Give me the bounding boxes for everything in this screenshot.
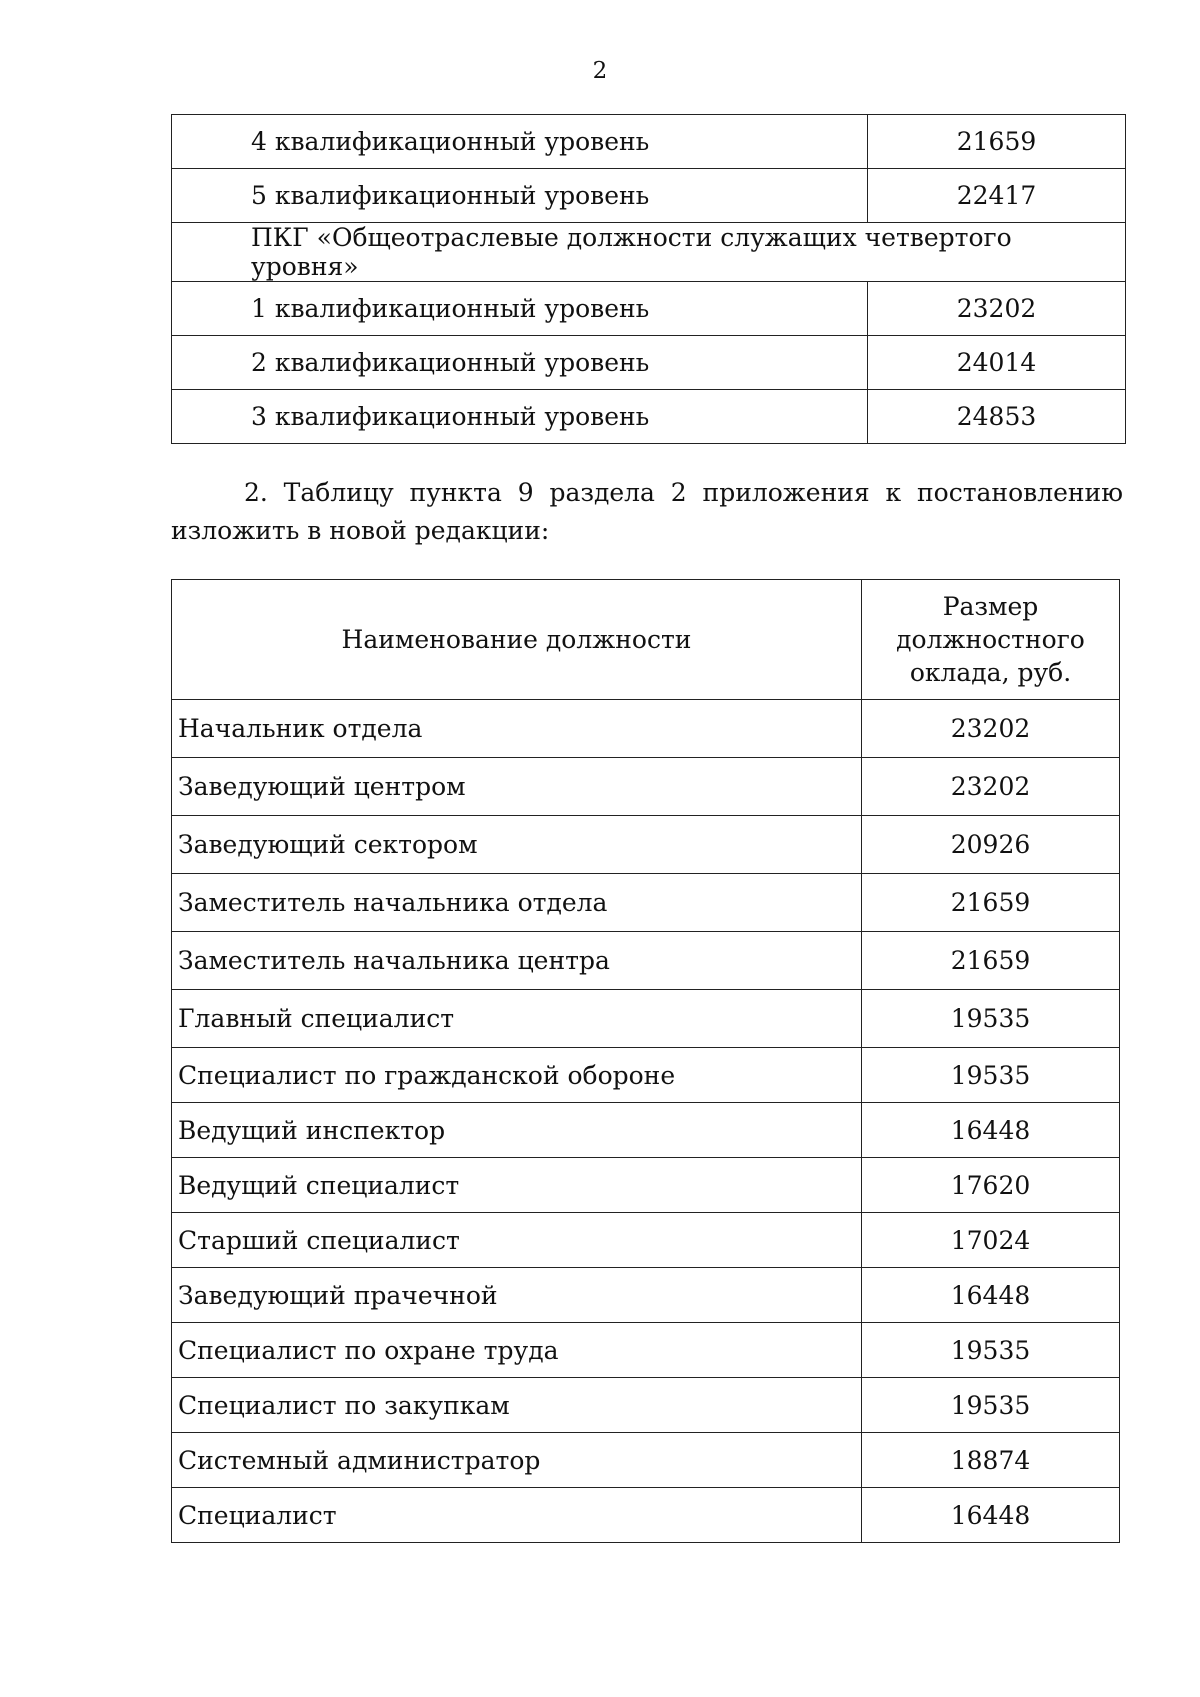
table-row [172,1213,1120,1268]
table-header-row [172,580,1120,700]
salary-value: 23202 [862,758,1120,816]
position-name: Заместитель начальника центра [172,932,862,990]
qualification-level-label: 4 квалификационный уровень [172,115,868,169]
column-header-salary [862,580,1120,700]
salary-value: 16448 [862,1103,1120,1158]
table-row [172,1048,1120,1103]
salary-value: 19535 [862,990,1120,1048]
column-header-salary-line: должностного [896,625,1085,654]
salary-value: 21659 [862,874,1120,932]
position-name: Заместитель начальника отдела [172,874,862,932]
salary-value: 21659 [862,932,1120,990]
amendment-paragraph: 2. Таблицу пункта 9 раздела 2 приложения к постановлению изложить в новой редакции: [171,478,1123,545]
position-name: Специалист [172,1488,862,1543]
salary-value: 16448 [862,1488,1120,1543]
table-row [172,223,1126,282]
table-row [172,1433,1120,1488]
position-name: Специалист по гражданской обороне [172,1048,862,1103]
salary-value: 19535 [862,1378,1120,1433]
position-name: Старший специалист [172,1213,862,1268]
qualification-grade-table [171,114,1126,444]
column-header-position: Наименование должности [172,580,862,700]
table-row [172,336,1126,390]
salary-value: 17024 [862,1213,1120,1268]
salary-value: 19535 [862,1323,1120,1378]
salary-value: 22417 [868,169,1126,223]
position-name: Специалист по охране труда [172,1323,862,1378]
position-name: Специалист по закупкам [172,1378,862,1433]
position-name: Заведующий сектором [172,816,862,874]
table-row [172,758,1120,816]
table-row [172,282,1126,336]
page-number: 2 [592,58,608,84]
professional-group-title: ПКГ «Общеотраслевые должности служащих четвертого уровня» [172,223,1126,282]
position-name: Ведущий специалист [172,1158,862,1213]
salary-value: 16448 [862,1268,1120,1323]
position-name: Заведующий прачечной [172,1268,862,1323]
table-row [172,874,1120,932]
table-row [172,816,1120,874]
salary-value: 19535 [862,1048,1120,1103]
table-row [172,1268,1120,1323]
table-row [172,932,1120,990]
position-name: Главный специалист [172,990,862,1048]
salary-value: 24853 [868,390,1126,444]
column-header-salary-line: оклада, руб. [909,658,1072,687]
position-name: Системный администратор [172,1433,862,1488]
column-header-salary-line: Размер [942,592,1039,621]
table-row [172,1103,1120,1158]
salary-value: 18874 [862,1433,1120,1488]
salary-value: 21659 [868,115,1126,169]
position-salary-table [171,579,1120,1543]
salary-value: 24014 [868,336,1126,390]
table-row [172,1323,1120,1378]
table-row [172,700,1120,758]
salary-value: 20926 [862,816,1120,874]
qualification-level-label: 1 квалификационный уровень [172,282,868,336]
table-row [172,1378,1120,1433]
table-row [172,115,1126,169]
table-row [172,1488,1120,1543]
position-name: Ведущий инспектор [172,1103,862,1158]
table-row [172,1158,1120,1213]
salary-value: 23202 [868,282,1126,336]
qualification-level-label: 5 квалификационный уровень [172,169,868,223]
salary-value: 23202 [862,700,1120,758]
position-name: Заведующий центром [172,758,862,816]
table-row [172,169,1126,223]
qualification-level-label: 3 квалификационный уровень [172,390,868,444]
qualification-level-label: 2 квалификационный уровень [172,336,868,390]
salary-value: 17620 [862,1158,1120,1213]
table-row [172,990,1120,1048]
position-name: Начальник отдела [172,700,862,758]
table-row [172,390,1126,444]
